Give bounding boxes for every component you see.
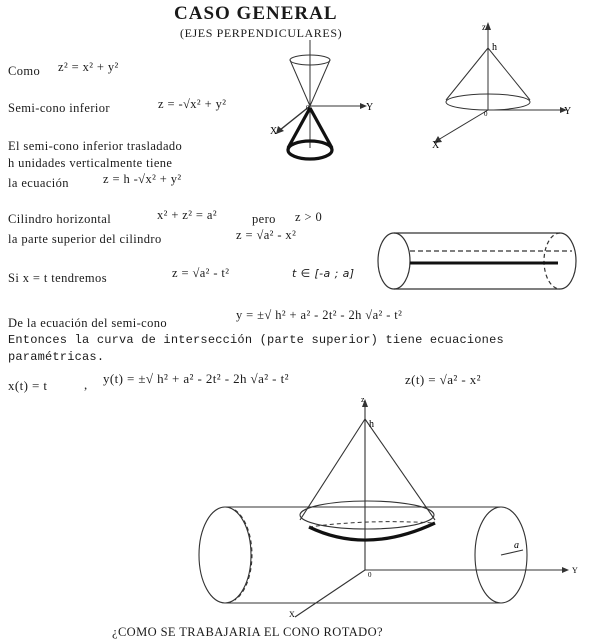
cilindro-equation: x² + z² = a² (157, 208, 217, 222)
origin-label: 0 (368, 571, 372, 579)
cone-base (300, 501, 434, 529)
trasladado-equation: z = h -√x² + y² (103, 172, 182, 186)
radius-label: a (514, 540, 519, 551)
como-label: Como (8, 64, 41, 78)
semicono-label: Semi-cono inferior (8, 101, 110, 115)
x-axis-line (295, 570, 365, 617)
trasladado-line-2: h unidades verticalmente tiene (8, 156, 173, 170)
z-axis-label: z (482, 22, 486, 32)
param-comma: , (84, 377, 88, 392)
cilindro-pero: pero (252, 212, 276, 226)
cone-edge-right (488, 48, 530, 100)
horizontal-cylinder-figure (372, 226, 587, 296)
upper-cone-edge-right (310, 60, 330, 106)
ecuacion-equation: y = ±√ h² + a² - 2t² - 2h √a² - t² (236, 308, 403, 322)
h-label: h (369, 419, 374, 430)
origin-label: 0 (306, 104, 310, 112)
cilindro-condition: z > 0 (295, 210, 323, 224)
param-x: x(t) = t (8, 378, 48, 393)
x-axis-label: X (270, 126, 278, 137)
y-axis-label: Y (366, 102, 374, 113)
semicono-equation: z = -√x² + y² (158, 97, 227, 111)
radius-line (501, 550, 523, 555)
cylinder-front-face (378, 233, 410, 289)
x-axis-label: X (289, 610, 295, 619)
como-equation: z² = x² + y² (58, 60, 119, 74)
z-axis-label: z (361, 395, 365, 404)
param-y: y(t) = ±√ h² + a² - 2t² - 2h √a² - t² (103, 371, 289, 386)
entonces-line-1: Entonces la curva de intersección (parte superior) tiene ecuaciones (8, 333, 504, 347)
intersection-curve (309, 523, 435, 540)
upper-cone-edge-left (290, 60, 310, 106)
cylinder-back-visible (560, 233, 576, 289)
y-axis-arrow (562, 567, 569, 573)
origin-label: 0 (484, 110, 488, 118)
cone-edge-left (300, 419, 365, 520)
cone-edge-left (446, 48, 488, 100)
t-range: t ∈ [-a ; a] (292, 267, 355, 280)
ecuacion-label: De la ecuación del semi-cono (8, 316, 168, 330)
superior-label: la parte superior del cilindro (8, 232, 162, 246)
entonces-line-2: paramétricas. (8, 350, 105, 364)
trasladado-line-1: El semi-cono inferior trasladado (8, 139, 183, 153)
x-axis-line (438, 110, 488, 140)
page-subtitle: (EJES PERPENDICULARES) (180, 26, 343, 40)
page-title: CASO GENERAL (174, 3, 338, 24)
intersection-figure (185, 395, 585, 620)
x-axis-label: X (432, 140, 440, 151)
cone-edge-right (365, 419, 435, 520)
y-axis-label: Y (572, 566, 578, 575)
si-label: Si x = t tendremos (8, 271, 107, 285)
y-axis-label: Y (564, 106, 572, 117)
double-cone-figure (268, 40, 378, 180)
param-z: z(t) = √a² - x² (405, 372, 481, 387)
h-label: h (492, 42, 497, 53)
cylinder-back-hidden (544, 233, 560, 289)
cilindro-label: Cilindro horizontal (8, 212, 112, 226)
question: ¿COMO SE TRABAJARIA EL CONO ROTADO? (112, 625, 383, 639)
trasladado-line-3: la ecuación (8, 176, 69, 190)
cylinder-front-face (199, 507, 251, 603)
si-equation: z = √a² - t² (172, 266, 230, 280)
superior-equation: z = √a² - x² (236, 228, 297, 242)
cylinder-front-hidden (235, 510, 252, 600)
translated-cone-figure (426, 22, 576, 152)
